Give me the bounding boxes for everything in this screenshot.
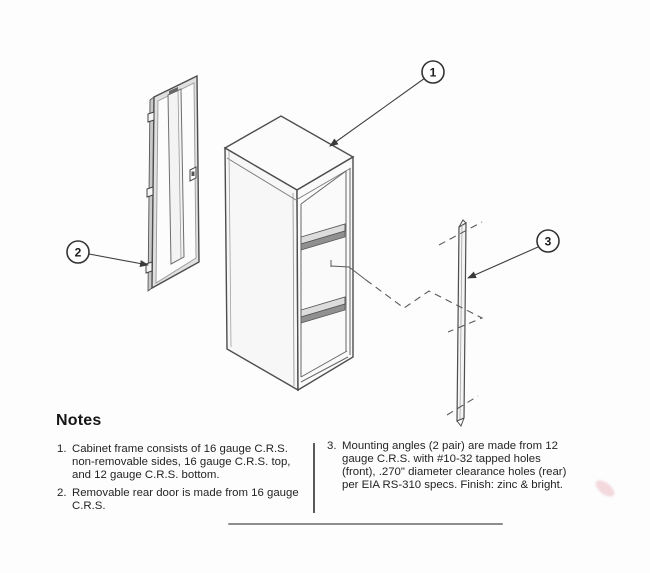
door-vent-slot [168, 89, 184, 264]
note-2-line-1: Removable rear door is made from 16 gauge [72, 487, 299, 499]
notes-column-divider [313, 443, 315, 513]
callout-2-leader-line [89, 254, 148, 265]
rear-door-drawing [146, 76, 199, 291]
note-item-2 [57, 487, 315, 513]
note-2-number: 2. [57, 487, 67, 499]
door-hinge-middle [147, 187, 153, 197]
mounting-angle-drawing [457, 220, 466, 426]
cabinet-left-face [225, 148, 298, 390]
note-item-1 [57, 443, 315, 482]
door-latch-keyhole [192, 172, 195, 177]
bottom-scan-rule [228, 523, 503, 525]
note-1-text [72, 443, 290, 482]
cabinet-frame-drawing [225, 116, 353, 390]
note-3-text [342, 440, 566, 492]
notes-heading: Notes [56, 412, 102, 429]
note-1-number: 1. [57, 443, 67, 455]
cabinet-front-face [297, 157, 353, 390]
note-1-line-1: Cabinet frame consists of 16 gauge C.R.S. [72, 443, 288, 455]
door-hinge-bottom [146, 262, 152, 273]
note-2-text [72, 487, 299, 513]
callout-3-label: 3 [544, 234, 552, 249]
door-hinge-top [148, 112, 154, 122]
note-3-line-2: gauge C.R.S. with #10-32 tapped holes [342, 452, 541, 465]
note-item-3 [327, 440, 567, 492]
note-3-line-1: Mounting angles (2 pair) are made from 12 [342, 440, 558, 452]
callout-1-label: 1 [429, 65, 437, 80]
callout-3 [468, 230, 559, 278]
note-2-line-2: C.R.S. [72, 499, 106, 512]
callout-3-leader-line [468, 247, 538, 278]
note-3-line-3: (front), .270" diameter clearance holes (rear) [342, 465, 567, 478]
note-1-line-3: and 12 gauge C.R.S. bottom. [72, 468, 220, 481]
note-3-number: 3. [327, 440, 337, 452]
callout-2 [67, 241, 148, 265]
callout-1-leader-line [330, 78, 425, 146]
note-3-line-4: per EIA RS-310 specs. Finish: zinc & bright. [342, 478, 563, 491]
note-1-line-2: non-removable sides, 16 gauge C.R.S. top, [72, 455, 291, 468]
callout-1 [330, 61, 444, 146]
callout-2-label: 2 [74, 245, 82, 260]
